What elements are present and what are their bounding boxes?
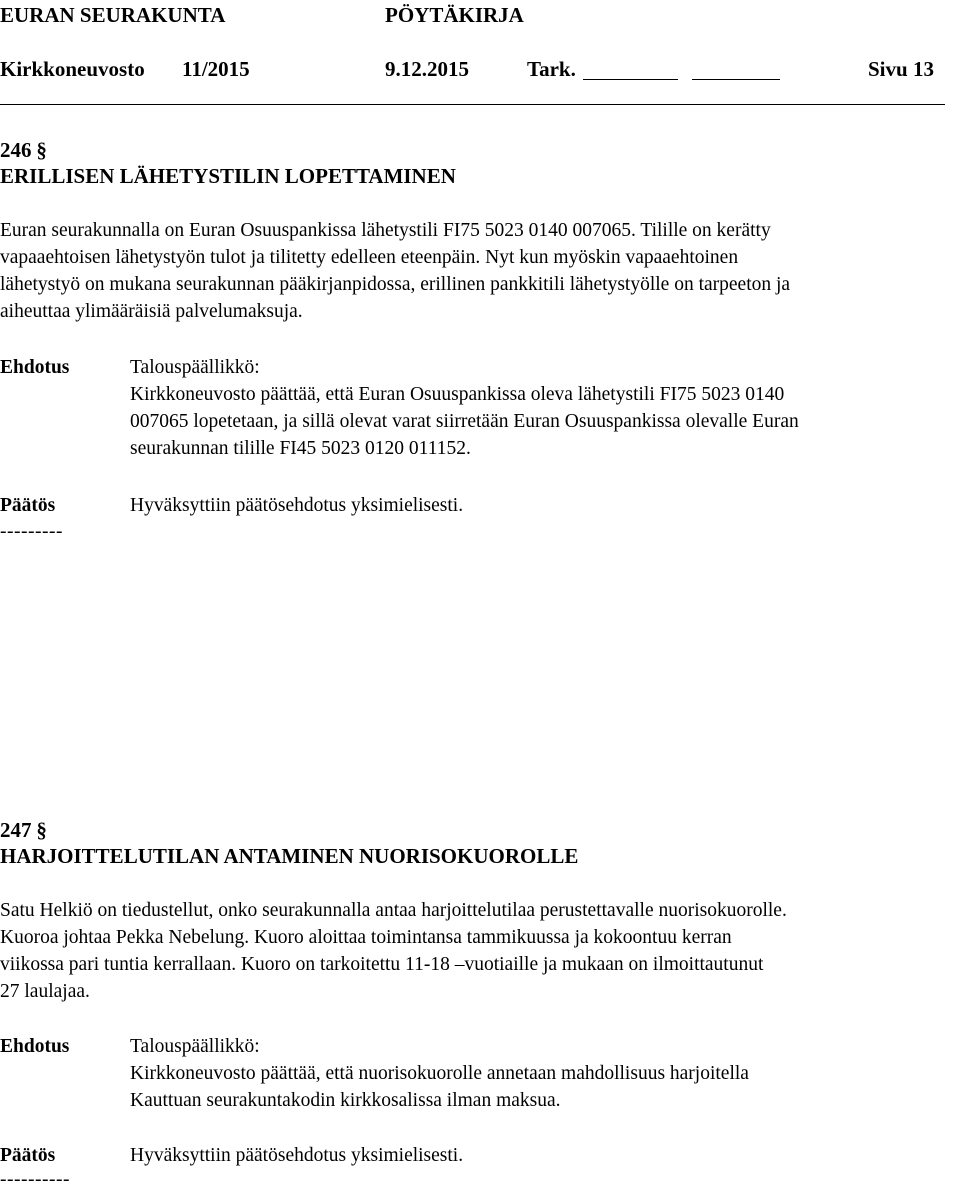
decision-label: Päätös bbox=[0, 495, 56, 516]
meeting-body: Kirkkoneuvosto bbox=[0, 57, 145, 81]
section-heading bbox=[0, 817, 47, 845]
proposer: Talouspäällikkö: bbox=[130, 357, 260, 378]
decision-text: Hyväksyttiin päätösehdotus yksimielisesti. bbox=[130, 1145, 464, 1166]
section-sign: § bbox=[36, 138, 47, 162]
proposal-line: seurakunnan tilille FI45 5023 0120 011152. bbox=[130, 438, 471, 459]
section-body bbox=[0, 217, 960, 325]
proposal-label: Ehdotus bbox=[0, 1036, 70, 1057]
decision-text: Hyväksyttiin päätösehdotus yksimielisesti. bbox=[130, 495, 464, 516]
proposal-block bbox=[130, 1033, 749, 1114]
section-title: ERILLISEN LÄHETYSTILIN LOPETTAMINEN bbox=[0, 164, 456, 188]
section-sign: § bbox=[36, 818, 47, 842]
decision-label: Päätös bbox=[0, 1145, 56, 1166]
proposal-line: 007065 lopetetaan, ja sillä olevat varat siirretään Euran Osuuspankissa olevalle Euran bbox=[130, 411, 799, 432]
section-title: HARJOITTELUTILAN ANTAMINEN NUORISOKUOROLLE bbox=[0, 844, 579, 868]
signature-line-2 bbox=[692, 79, 780, 80]
separator-dashes: ---------- bbox=[0, 1169, 70, 1190]
header-rule bbox=[0, 104, 945, 105]
proposal-line: Kauttuan seurakuntakodin kirkkosalissa ilman maksua. bbox=[130, 1090, 561, 1111]
proposer: Talouspäällikkö: bbox=[130, 1036, 260, 1057]
proposal-line: Kirkkoneuvosto päättää, että Euran Osuuspankissa oleva lähetystili FI75 5023 0140 bbox=[130, 384, 785, 405]
org-name: EURAN SEURAKUNTA bbox=[0, 3, 226, 27]
section-number: 247 bbox=[0, 818, 32, 842]
body-line: aiheuttaa ylimääräisiä palvelumaksuja. bbox=[0, 301, 303, 322]
body-line: Euran seurakunnalla on Euran Osuuspankissa lähetystili FI75 5023 0140 007065. Tilille on kerätty bbox=[0, 220, 771, 241]
section-body bbox=[0, 897, 960, 1005]
proposal-line: Kirkkoneuvosto päättää, että nuorisokuorolle annetaan mahdollisuus harjoitella bbox=[130, 1063, 749, 1084]
meeting-number: 11/2015 bbox=[182, 57, 250, 81]
proposal-label: Ehdotus bbox=[0, 357, 70, 378]
body-line: vapaaehtoisen lähetystyön tulot ja tilitetty edelleen eteenpäin. Nyt kun myöskin vapaaehtoinen bbox=[0, 247, 739, 268]
section-heading bbox=[0, 137, 47, 165]
body-line: viikossa pari tuntia kerrallaan. Kuoro on tarkoitettu 11-18 –vuotiaille ja mukaan on ilmoittautunut bbox=[0, 954, 764, 975]
body-line: Satu Helkiö on tiedustellut, onko seurakunnalla antaa harjoittelutilaa perustettavalle nuorisokuorolle. bbox=[0, 900, 787, 921]
separator-dashes: --------- bbox=[0, 521, 63, 542]
body-line: 27 laulajaa. bbox=[0, 981, 90, 1002]
body-line: Kuoroa johtaa Pekka Nebelung. Kuoro aloittaa toimintansa tammikuussa ja kokoontuu kerran bbox=[0, 927, 732, 948]
proposal-block bbox=[130, 354, 799, 462]
signature-line-1 bbox=[583, 79, 678, 80]
document-type: PÖYTÄKIRJA bbox=[385, 3, 524, 27]
meeting-date: 9.12.2015 bbox=[385, 57, 469, 81]
body-line: lähetystyö on mukana seurakunnan pääkirjanpidossa, erillinen pankkitili lähetystyölle on tarpeeton ja bbox=[0, 274, 791, 295]
page-number: Sivu 13 bbox=[868, 57, 934, 81]
section-number: 246 bbox=[0, 138, 32, 162]
tark-label: Tark. bbox=[527, 57, 576, 81]
